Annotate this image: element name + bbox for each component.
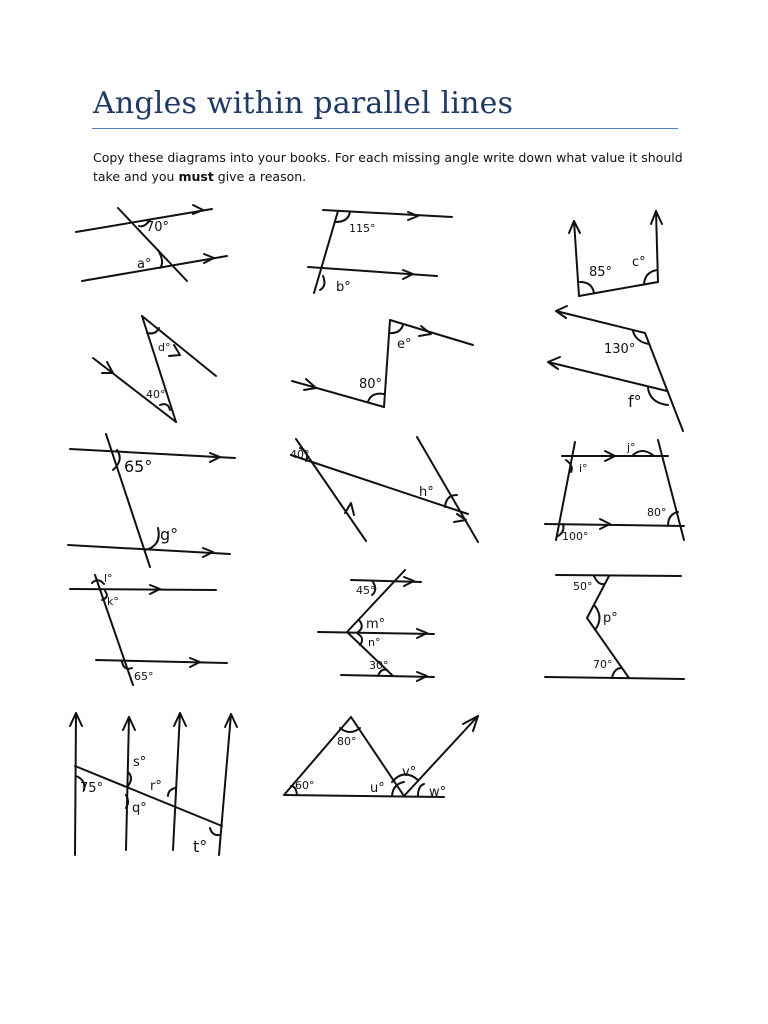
angle-label-100: 100° [562, 530, 589, 543]
diagram-3 [569, 211, 662, 296]
angle-label-h: h° [419, 485, 434, 500]
angle-label-40: 40° [146, 388, 166, 401]
page-title: Angles within parallel lines [93, 86, 514, 121]
angle-label-v: v° [402, 765, 417, 780]
angle-label-75: 75° [80, 781, 104, 796]
diagram-8 [290, 437, 478, 542]
angle-label-a: a° [137, 257, 152, 272]
angle-label-60: 60° [295, 779, 315, 792]
diagram-5 [292, 320, 473, 407]
diagram-2 [308, 210, 452, 295]
angle-label-30: 30° [369, 659, 389, 672]
angle-label-u: u° [370, 781, 385, 796]
angle-label-45: 45° [356, 584, 376, 597]
angle-label-70: 70° [146, 220, 170, 235]
angle-label-80: 80° [337, 735, 357, 748]
angle-label-m: m° [366, 617, 386, 632]
angle-label-80: 80° [647, 506, 667, 519]
angle-label-l: l° [104, 572, 113, 585]
angle-label-65: 65° [124, 457, 153, 476]
angle-label-85: 85° [589, 265, 613, 280]
angle-label-40: 40° [290, 448, 310, 461]
angle-label-g: g° [160, 525, 179, 544]
diagram-1 [76, 205, 227, 281]
angle-label-130: 130° [604, 342, 636, 357]
diagram-10 [70, 572, 227, 685]
angle-label-d: d° [158, 341, 171, 354]
angle-label-80: 80° [359, 377, 383, 392]
diagram-4 [93, 316, 216, 422]
diagram-7 [68, 434, 235, 567]
angle-label-65: 65° [134, 670, 154, 683]
diagram-13 [70, 713, 237, 856]
angle-label-t: t° [193, 837, 208, 856]
diagram-11 [318, 570, 434, 681]
angle-label-w: w° [429, 785, 447, 800]
instructions-text-end: give a reason. [213, 169, 307, 184]
angle-label-s: s° [133, 755, 147, 770]
angle-label-b: b° [336, 280, 351, 295]
angle-label-e: e° [397, 337, 412, 352]
angle-label-p: p° [603, 611, 618, 626]
diagram-12 [545, 575, 684, 679]
angle-label-i: i° [579, 462, 588, 475]
angle-label-50: 50° [573, 580, 593, 593]
diagram-6 [548, 306, 683, 431]
angle-label-70: 70° [593, 658, 613, 671]
angle-label-115: 115° [349, 222, 376, 235]
instructions-emphasis: must [178, 169, 214, 184]
instructions-text: Copy these diagrams into your books. For each missing angle write down what value it should take and you [93, 150, 683, 184]
angle-label-j: j° [627, 441, 636, 454]
angle-label-k: k° [107, 595, 119, 608]
angle-label-r: r° [150, 779, 162, 794]
diagram-9 [545, 440, 684, 543]
angle-label-n: n° [368, 636, 381, 649]
angle-label-q: q° [132, 801, 147, 816]
angle-label-f: f° [628, 392, 642, 411]
angle-label-c: c° [632, 255, 646, 270]
diagram-14 [284, 716, 478, 800]
